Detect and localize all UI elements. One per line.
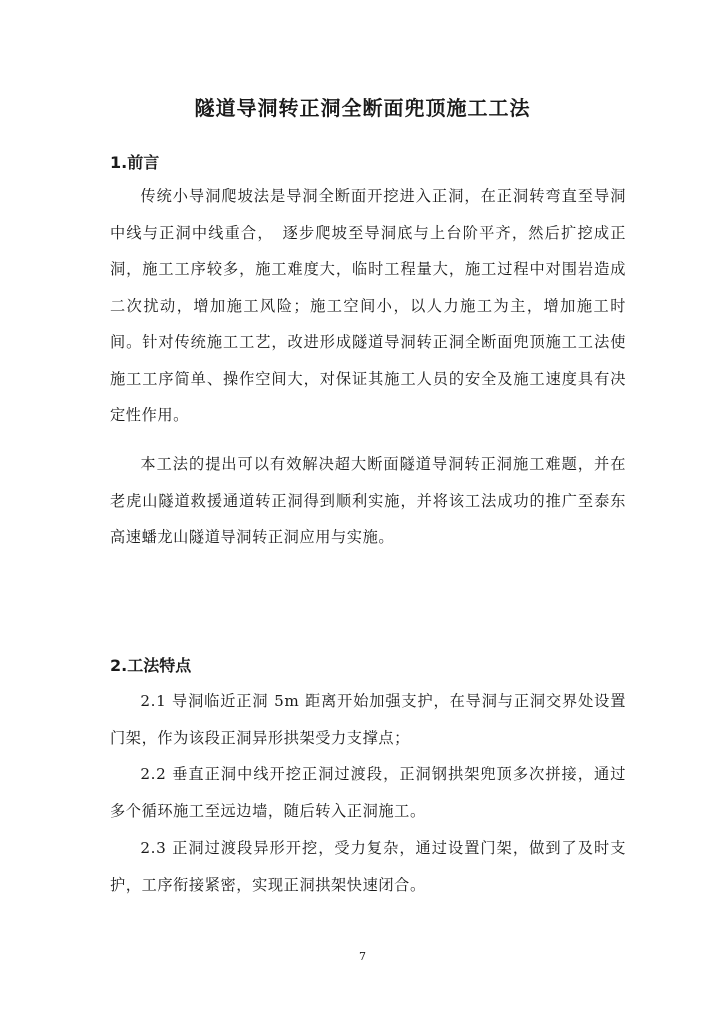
paragraph: 2.3 正洞过渡段异形开挖，受力复杂，通过设置门架，做到了及时支护，工序衔接紧密，实现正洞拱架快速闭合。	[110, 839, 626, 894]
page-number: 7	[359, 950, 366, 963]
paragraph: 本工法的提出可以有效解决超大断面隧道导洞转正洞施工难题，并在老虎山隧道救援通道转正洞得到顺利实施，并将该工法成功的推广至泰东高速蟠龙山隧道导洞转正洞应用与实施。	[110, 455, 626, 546]
paragraph: 传统小导洞爬坡法是导洞全断面开挖进入正洞，在正洞转弯直至导洞中线与正洞中线重合， 逐步爬坡至导洞底与上台阶平齐，然后扩挖成正洞，施工工序较多，施工难度大，临时工程量大，施工过程中对围岩造成二次扰动，增加施工风险；施工空间小，以人力施工为主，增加施工时间。针对传统施工工艺，改进形成隧道导洞转正洞全断面兜顶施工工法使施工工序简单、操作空间大，对保证其施工人员的安全及施工速度具有决定性作用。	[110, 187, 626, 424]
paragraph: 2.2 垂直正洞中线开挖正洞过渡段，正洞钢拱架兜顶多次拼接，通过多个循环施工至远边墙，随后转入正洞施工。	[110, 765, 626, 820]
document-title: 隧道导洞转正洞全断面兜顶施工工法	[194, 96, 531, 120]
section-heading-preface: 1.前言	[110, 153, 160, 172]
paragraph: 2.1 导洞临近正洞 5m 距离开始加强支护，在导洞与正洞交界处设置门架，作为该段正洞异形拱架受力支撑点；	[110, 692, 626, 747]
section-heading-features: 2.工法特点	[110, 656, 192, 675]
